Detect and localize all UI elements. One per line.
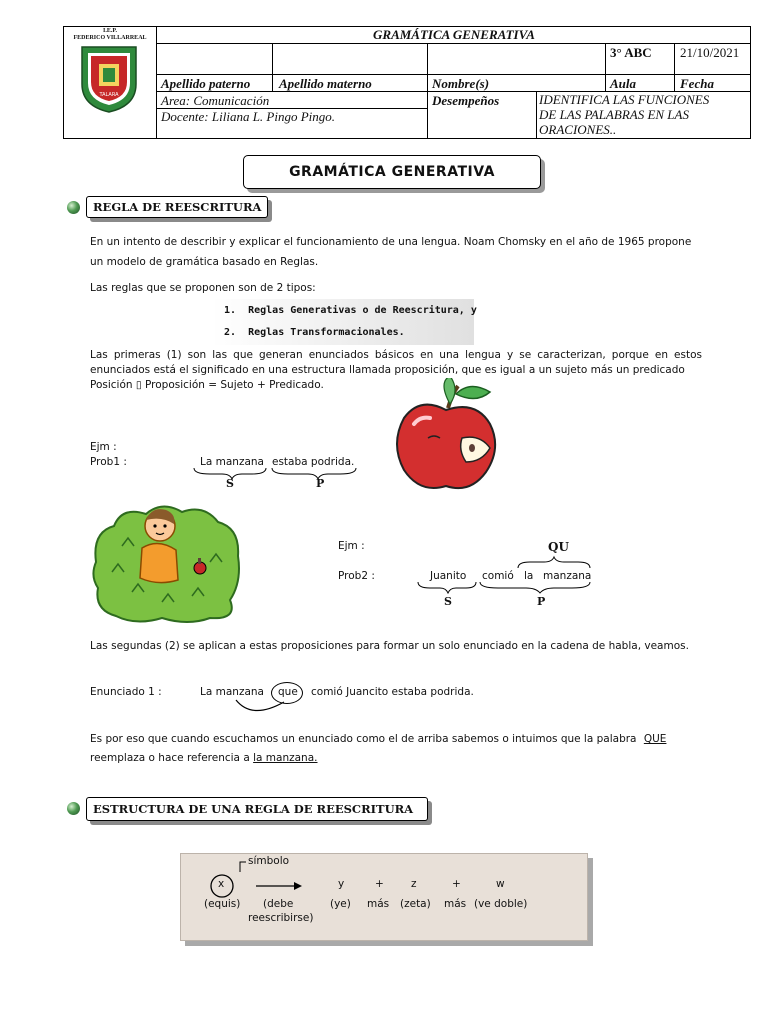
divider	[536, 91, 537, 139]
school-name	[64, 28, 156, 42]
reference-arc	[232, 698, 292, 718]
docente: Docente: Liliana L. Pingo Pingo.	[161, 109, 336, 124]
divider	[272, 43, 273, 91]
globe-bullet-icon	[67, 802, 80, 815]
desempeno-line: IDENTIFICA LAS FUNCIONES	[539, 92, 710, 107]
rule-gloss: más	[444, 898, 467, 910]
predicate-marker: P	[316, 477, 325, 490]
rule-gloss: (zeta)	[400, 898, 431, 910]
enunciado-que: que	[278, 686, 298, 698]
label-apellido-paterno: Apellido paterno	[161, 76, 251, 91]
subject-marker: S	[444, 595, 452, 608]
qu-marker: QU	[548, 540, 569, 554]
paragraph-line: Las primeras (1) son las que generan enunciados básicos en una lengua y se caracterizan, porque en estos	[90, 349, 702, 361]
section-title-regla: REGLA DE REESCRITURA	[86, 196, 268, 218]
predicate-marker: P	[537, 595, 546, 608]
paragraph-line: En un intento de describir y explicar el funcionamiento de una lengua. Noam Chomsky en el año de 1965 propone	[90, 236, 692, 248]
list-num: 1.	[224, 305, 237, 316]
paragraph-line: enunciados está el significado en una estructura llamada proposición, que es igual a un sujeto más un predicado	[90, 364, 685, 376]
paragraph-text: reemplaza o hace referencia a	[90, 752, 250, 764]
list-item	[224, 324, 405, 341]
list-item	[224, 302, 477, 319]
rule-gloss: (ye)	[330, 898, 351, 910]
boy-illustration	[92, 502, 242, 624]
logo-text-bottom: TALARA	[99, 92, 119, 98]
label-fecha: Fecha	[680, 76, 714, 91]
rule-gloss: (equis)	[204, 898, 241, 910]
brace-over	[514, 555, 594, 569]
underlined-word: QUE	[643, 733, 667, 745]
divider	[674, 43, 675, 91]
example-subject: La manzana	[200, 456, 264, 468]
divider	[605, 43, 606, 91]
rule-gloss: (debe	[263, 898, 294, 910]
school-line1: I.E.P.	[103, 28, 117, 34]
example-label: Prob2 :	[338, 570, 375, 582]
list-num: 2.	[224, 327, 237, 338]
header-title: GRAMÁTICA GENERATIVA	[373, 27, 535, 42]
label-aula: Aula	[610, 76, 637, 91]
rule-gloss: reescribirse)	[248, 912, 314, 924]
grade: 3° ABC	[610, 45, 652, 60]
paragraph-text: Es por eso que cuando escuchamos un enunciado como el de arriba sabemos o intuimos que la palabra	[90, 733, 637, 745]
brace-under	[414, 580, 596, 594]
example-label: Ejm :	[338, 540, 365, 552]
list-text: Reglas Transformacionales.	[248, 327, 405, 338]
paragraph-line: Las reglas que se proponen son de 2 tipos:	[90, 282, 316, 294]
rule-w: w	[496, 878, 505, 890]
rule-x: x	[218, 878, 225, 890]
divider	[156, 43, 751, 44]
example-word: comió	[482, 570, 514, 582]
enunciado-part: La manzana	[200, 686, 264, 698]
rule-z: z	[411, 878, 417, 890]
enunciado-part: comió Juancito estaba podrida.	[311, 686, 474, 698]
main-title: GRAMÁTICA GENERATIVA	[243, 155, 541, 189]
rule-gloss: más	[367, 898, 390, 910]
list-text: Reglas Generativas o de Reescritura, y	[248, 305, 477, 316]
paragraph-line: Posición ▯ Proposición = Sujeto + Predicado.	[90, 379, 324, 391]
paragraph-line: Las segundas (2) se aplican a estas proposiciones para formar un solo enunciado en la cadena de habla, veamos.	[90, 640, 689, 652]
desempeno-text	[539, 92, 709, 137]
example-label: Prob1 :	[90, 456, 127, 468]
brace-under	[190, 466, 362, 480]
date: 21/10/2021	[680, 45, 740, 60]
label-nombres: Nombre(s)	[432, 76, 490, 91]
example-word: Juanito	[430, 570, 467, 582]
example-word: manzana	[543, 570, 592, 582]
school-line2: FEDERICO VILLARREAL	[73, 35, 147, 41]
enunciado-label: Enunciado 1 :	[90, 686, 162, 698]
paragraph-line	[90, 750, 318, 767]
example-label: Ejm :	[90, 441, 117, 453]
section-title-estructura: ESTRUCTURA DE UNA REGLA DE REESCRITURA	[86, 797, 428, 821]
rule-gloss: (ve doble)	[474, 898, 528, 910]
divider	[156, 74, 751, 75]
subject-marker: S	[226, 477, 234, 490]
rule-simbolo: símbolo	[248, 855, 290, 867]
rule-plus: +	[452, 878, 461, 890]
desempeno-line: DE LAS PALABRAS EN LAS	[539, 107, 689, 122]
desempeno-line: ORACIONES..	[539, 122, 617, 137]
rule-y: y	[338, 878, 345, 890]
label-apellido-materno: Apellido materno	[279, 76, 372, 91]
area: Area: Comunicación	[161, 93, 270, 108]
rule-plus: +	[375, 878, 384, 890]
school-logo	[79, 44, 139, 114]
globe-bullet-icon	[67, 201, 80, 214]
apple-illustration	[390, 378, 505, 496]
example-word: la	[524, 570, 534, 582]
example-predicate: estaba podrida.	[272, 456, 355, 468]
paragraph-line: un modelo de gramática basado en Reglas.	[90, 256, 319, 268]
underlined-word: la manzana.	[253, 752, 318, 764]
desempenos-label: Desempeños	[432, 93, 500, 108]
paragraph-line	[90, 731, 666, 748]
